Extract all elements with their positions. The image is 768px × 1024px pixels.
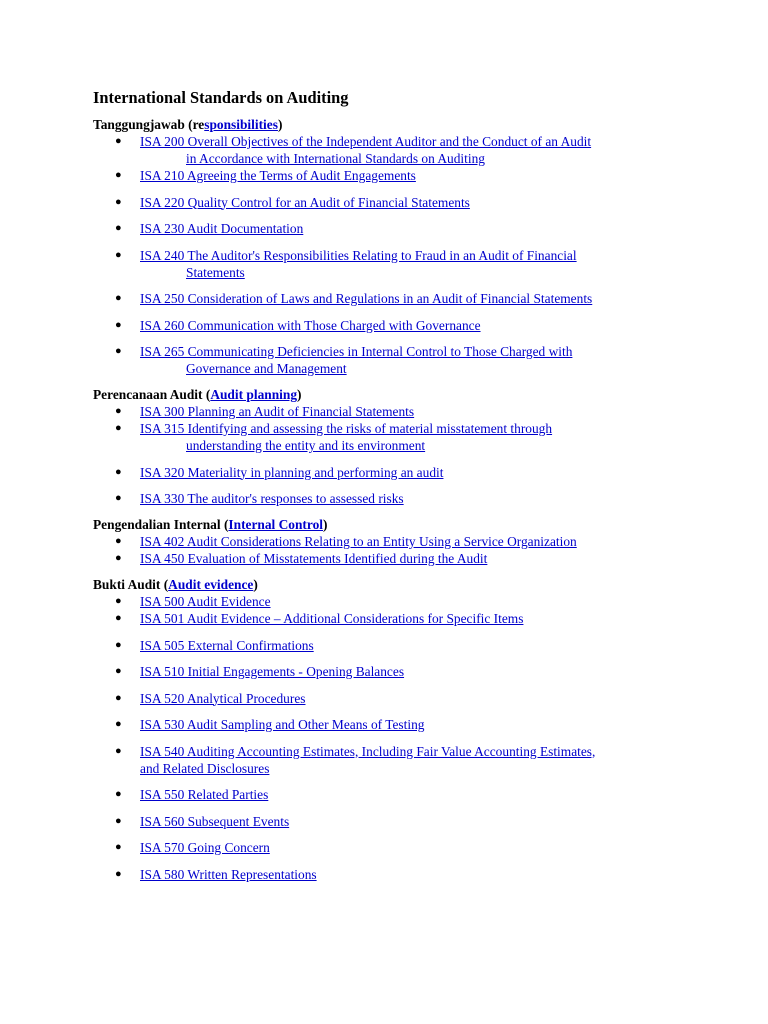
section-heading (93, 116, 768, 133)
bullet-icon: ● (115, 169, 122, 181)
section-responsibilities (93, 116, 768, 377)
bullet-icon: ● (115, 638, 122, 651)
section-audit-planning (93, 386, 768, 507)
section-heading (93, 386, 768, 403)
list-item (93, 593, 768, 610)
list-item (93, 813, 768, 830)
bullet-icon: ● (115, 195, 122, 208)
list-item (93, 464, 768, 481)
list-item (93, 866, 768, 883)
bullet-icon: ● (115, 535, 122, 547)
list-item (93, 317, 768, 334)
section-heading-prefix: Bukti Audit ( (93, 577, 169, 592)
section-heading (93, 516, 768, 533)
list-item (93, 663, 768, 680)
list-item (93, 247, 768, 281)
list-item (93, 637, 768, 654)
standards-list (93, 403, 768, 507)
standard-link[interactable]: ISA 505 External Confirmations (140, 637, 314, 653)
list-item (93, 133, 768, 167)
bullet-icon: ● (115, 718, 122, 730)
bullet-icon: ● (115, 612, 122, 624)
bullet-icon: ● (115, 345, 122, 357)
section-heading-suffix: ) (297, 387, 302, 402)
standard-link[interactable]: ISA 540 Auditing Accounting Estimates, Including Fair Value Accounting Estimates, and Related Disclosures (140, 743, 596, 776)
section-heading-link[interactable]: Audit planning (210, 387, 298, 402)
section-heading-prefix: Pengendalian Internal ( (93, 517, 229, 532)
section-heading-link[interactable]: sponsibilities (204, 117, 278, 132)
bullet-icon: ● (115, 422, 122, 434)
standard-link[interactable]: ISA 520 Analytical Procedures (140, 690, 306, 706)
bullet-icon: ● (115, 292, 122, 304)
standard-link[interactable]: ISA 230 Audit Documentation (140, 221, 304, 236)
list-item (93, 690, 768, 707)
standards-list (93, 133, 768, 377)
section-heading-suffix: ) (253, 577, 258, 592)
bullet-icon: ● (115, 405, 122, 417)
list-item (93, 194, 768, 211)
standard-link[interactable]: ISA 210 Agreeing the Terms of Audit Engagements (140, 168, 416, 183)
bullet-icon: ● (115, 744, 122, 757)
list-item (93, 403, 768, 420)
section-heading (93, 576, 768, 593)
section-internal-control (93, 516, 768, 567)
section-heading-link[interactable]: Internal Control (228, 517, 324, 532)
list-item (93, 290, 768, 307)
standard-link[interactable]: ISA 530 Audit Sampling and Other Means of Testing (140, 717, 425, 732)
section-heading-prefix: Perencanaan Audit ( (93, 387, 211, 402)
bullet-icon: ● (115, 492, 122, 504)
bullet-icon: ● (115, 788, 122, 800)
section-audit-evidence (93, 576, 768, 883)
list-item (93, 343, 768, 377)
list-item (93, 839, 768, 856)
standard-link[interactable]: ISA 580 Written Representations (140, 866, 317, 882)
standards-list (93, 533, 768, 567)
standard-link[interactable]: ISA 450 Evaluation of Misstatements Identified during the Audit (140, 551, 488, 566)
list-item (93, 220, 768, 237)
standard-link[interactable]: ISA 200 Overall Objectives of the Independent Auditor and the Conduct of an Audit in Accordance with International Standards on Auditing (140, 134, 592, 166)
list-item (93, 420, 768, 454)
standard-link[interactable]: ISA 570 Going Concern (140, 840, 270, 855)
section-heading-link[interactable]: Audit evidence (168, 577, 254, 592)
bullet-icon: ● (115, 465, 122, 478)
list-item (93, 550, 768, 567)
list-item (93, 610, 768, 627)
standards-list (93, 593, 768, 883)
standard-link[interactable]: ISA 402 Audit Considerations Relating to an Entity Using a Service Organization (140, 534, 577, 549)
list-item (93, 716, 768, 733)
bullet-icon: ● (115, 867, 122, 880)
list-item (93, 167, 768, 184)
standard-link[interactable]: ISA 510 Initial Engagements - Opening Balances (140, 664, 405, 679)
bullet-icon: ● (115, 665, 122, 677)
bullet-icon: ● (115, 552, 122, 564)
bullet-icon: ● (115, 691, 122, 704)
standard-link[interactable]: ISA 330 The auditor's responses to assessed risks (140, 491, 404, 506)
list-item (93, 743, 768, 777)
standard-link[interactable]: ISA 500 Audit Evidence (140, 594, 271, 609)
standard-link[interactable]: ISA 320 Materiality in planning and performing an audit (140, 464, 444, 480)
standard-link[interactable]: ISA 501 Audit Evidence – Additional Considerations for Specific Items (140, 611, 524, 626)
standard-link[interactable]: ISA 300 Planning an Audit of Financial Statements (140, 404, 415, 419)
standard-link[interactable]: ISA 315 Identifying and assessing the risks of material misstatement through understanding the entity and its environment (140, 421, 553, 453)
bullet-icon: ● (115, 814, 122, 827)
standard-link[interactable]: ISA 560 Subsequent Events (140, 813, 290, 829)
standard-link[interactable]: ISA 220 Quality Control for an Audit of Financial Statements (140, 194, 470, 210)
bullet-icon: ● (115, 595, 122, 607)
bullet-icon: ● (115, 248, 122, 261)
bullet-icon: ● (115, 841, 122, 853)
list-item (93, 786, 768, 803)
bullet-icon: ● (115, 318, 122, 331)
standard-link[interactable]: ISA 260 Communication with Those Charged with Governance (140, 317, 481, 333)
bullet-icon: ● (115, 222, 122, 234)
list-item (93, 533, 768, 550)
standard-link[interactable]: ISA 250 Consideration of Laws and Regulations in an Audit of Financial Statements (140, 291, 593, 306)
section-heading-suffix: ) (323, 517, 328, 532)
section-heading-suffix: ) (277, 117, 283, 132)
page-title: International Standards on Auditing (93, 88, 349, 107)
standard-link[interactable]: ISA 550 Related Parties (140, 787, 269, 802)
standard-link[interactable]: ISA 240 The Auditor's Responsibilities Relating to Fraud in an Audit of Financial Statements (140, 247, 577, 280)
standard-link[interactable]: ISA 265 Communicating Deficiencies in Internal Control to Those Charged with Governance and Management (140, 344, 573, 376)
list-item (93, 490, 768, 507)
section-heading-prefix: Tanggungjawab (re (93, 117, 205, 132)
bullet-icon: ● (115, 135, 122, 147)
